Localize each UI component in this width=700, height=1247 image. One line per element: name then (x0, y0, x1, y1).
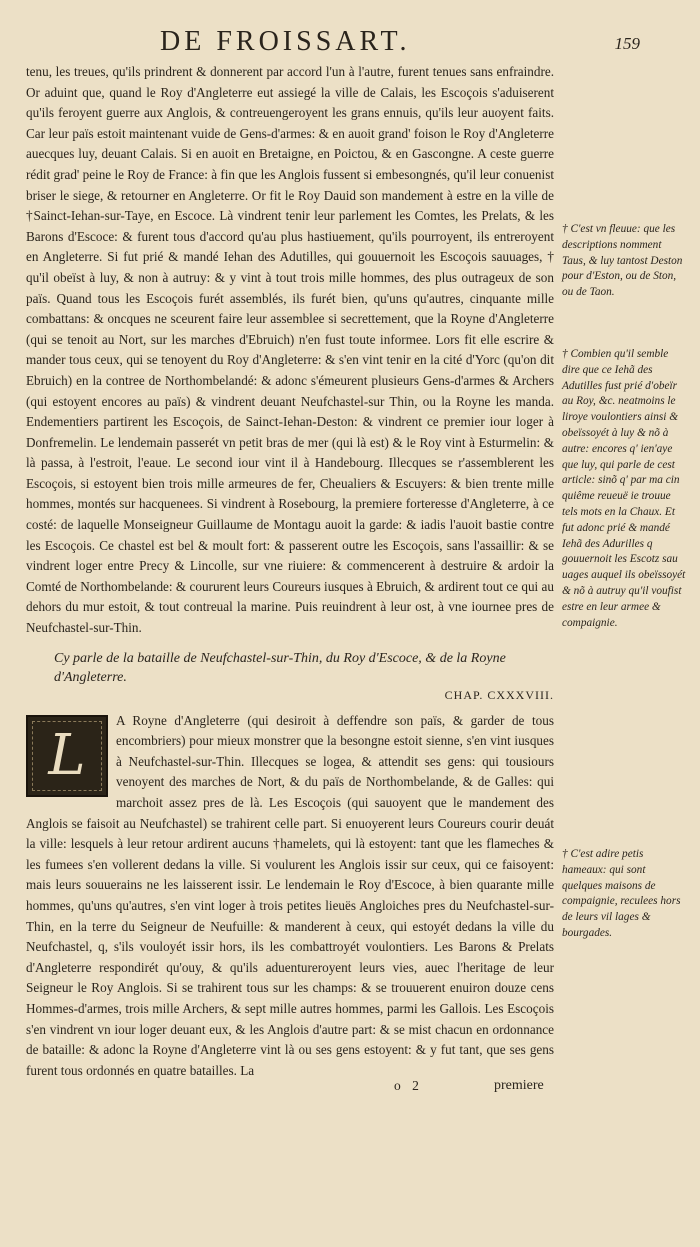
chapter-number: CHAP. CXXXVIII. (444, 687, 554, 702)
catchword: premiere (494, 1078, 544, 1093)
body-paragraph-1: tenu, les treues, qu'ils prindrent & donnerent par accord l'un à l'autre, furent tenues sans enfraindre. Or aduint que, quand le Roy d'Angleterre eut assiegé la ville de Calais, les Escoçois s'aduiserent qu'ils feroyent guerre aux Anglois, & contreuengeroyent les grans ennuis, qu'ils leur auoyent faits. Car leur païs estoit maintenant vuide de Gens-d'armes: & en auoit grand' foison le Roy d'Angleterre auecques luy, deuant Calais. Si en auoit en Bretaigne, en Poictou, & en Gascongne. A ceste guerre rédit grad' peine le Roy de France: à fin que les Anglois fussent si embesongnés, qu'il leur conuenist briser le siege, & retourner en Angleterre. Or fit le Roy Dauid son mandement à estre en la ville de †Sainct-Iehan-sur-Taye, en Escoce. Là vindrent tenir leur parlement les Comtes, les Prelats, & les Barons d'Escoce: & furent tous d'accord qu'au plus hastiuement, qu'ils pourroyent, ils entreroyent en Angleterre. Si fut prié & mandé Iehan des Adutilles, qui gouuernoit les Escoçois sauuages, † qu'il obeïst à luy, & non à autruy: & y vint à tout trois mille hommes, des plus outrageux de son païs. Quand tous les Escoçois furét assemblés, ils furét bien, qu'uns qu'autres, cinquante mille combattans: & oncques ne sceurent faire leur assemblee si secrettement, que la Royne d'Angleterre (qui se tenoit au Nort, sur les marches d'Ebruich) n'en fust toute informee. Lors fit elle escrire & mander tous ceux, qui se tenoyent du Roy d'Angleterre: & s'en vint tenir en la cité d'Yorc (qu'on dit Ebruich) en la contree de Northombelandé: & adonc s'émeurent plusieurs Gens-d'armes & Archers (qui estoyent encores au païs) & vindrent deuant Neufchastel-sur Thin, ou la Royne les manda. Endementiers partirent les Escoçois, de Sainct-Iehan-Deston: & vindrent ce premier iour loger à Donfremelin. Le lendemain passerét vn petit bras de mer (qui là est) & le Roy vint à Esturmelin: & là passa, à l'estroit, l'eaue. Le second iour vint il à Handebourg. Illecques se r'assemblerent les Escoçois, si estoyent bien trois mille armeures de fer, Cheualiers & Escuyers: & bien trente mille hommes, montés sur hacquenees. Si vindrent à Rosebourg, la premiere forteresse d'Angleterre, à ce costé: de laquelle Monseigneur Guillaume de Montagu auoit la garde: & iadis l'auoit bastie contre les Escoçois. Ce chastel est bel & moult fort: & passerent outre les Escoçois, sans l'assaillir: & se vindrent loger entre Precy & Lincolle, sur vne riuiere: & commencerent à destruire & ardoir la Comté de Northombelande: & coururent leurs Coureurs iusques à Ebruich, & ardirent tout ce qui au dehors du mur estoit, & tout contreual la marine. Puis reuindrent à leur ost, à vne iournee pres de Neufchastel-sur-Thin. (26, 64, 554, 636)
chapter-heading (54, 649, 554, 705)
margin-note-3: † C'est adire petis hameaux: qui sont quelques maisons de compaignie, reculees hors de leurs vil lages & bourgades. (562, 848, 681, 939)
running-title: DE FROISSART. (160, 26, 411, 57)
body-paragraph-2: A Royne d'Angleterre (qui desiroit à deffendre son païs, & garder de tous encombriers) pour mieux monstrer que la besongne estoit sienne, s'en vint iusques à Neufchastel-sur-Thin. Illecques se logea, & attendit ses gens: qui tousiours venoyent des marches de Nort, & du païs de Northombelande, & de Galles: qui marchoit assez pres de là. Les Escoçois (qui sauoyent que le mandement des Anglois se faisoit au Neufchastel) se trahirent celle part. Si enuoyerent leurs Coureurs courir deuát la ville: lesquels à leur retour ardirent aucuns †hamelets, qui là estoyent: tant que les flameches & les fumees s'en vollerent dedans la ville. Si voulurent les Anglois issir sur ceux, qui ce faisoyent: mais leurs souuerains ne les laisserent issir. Le lendemain le Roy d'Escoce, à bien quarante mille hommes, qu'uns qu'autres, s'en vint loger à trois petites lieuës Angloiches pres du Neufchastel-sur-Thin, en la terre du Seigneur de Neufuille: & manderent à ceux, qui estoyét dedans la ville du Neufchastel, q, s'ils vouloyét issir hors, ils les combattroyét voulontiers. Les Barons & Prelats d'Angleterre respondirét qu'ouy, & qu'ils aduentureroyent leurs vies, auec l'heritage de leur Seigneur le Roy Anglois. Si se trahirent tous sur les champs: & se trouuerent enuiron douze cens Hommes-d'armes, trois mille Archers, & sept mille autres hommes, parmi les Gallois. Les Escoçois s'en vindrent vn iour loger deuant eux, & les Anglois d'autre part: & se mist chacun en ordonnance de bataille: & adonc la Royne d'Angleterre vint là ou ses gens estoyent: & y fut tant, que ses gens furent tous ordonnés en quatre batailles. La (26, 712, 554, 1078)
page-number: 159 (614, 34, 640, 53)
signature-mark: o 2 (394, 1078, 423, 1093)
main-text-column (26, 62, 554, 1081)
initial-letter: L (48, 722, 86, 788)
margin-note-1: † C'est vn fleuue: que les descriptions nomment Taus, & luy tantost Deston pour d'Eston, ou de Ston, ou de Taon. (562, 223, 683, 299)
decorated-initial (26, 715, 108, 797)
chapter-title: Cy parle de la bataille de Neufchastel-sur-Thin, du Roy d'Escoce, & de la Royne d'Angleterre. (54, 650, 506, 685)
margin-note-2: † Combien qu'il semble dire que ce Iehã des Adutilles fust prié d'obeïr au Roy, &c. neatmoins le liroye voulontiers ainsi & obeïssoyét à luy & nõ à autre: encores q' ien'aye que luy, qui parle de cest article: sinõ q' par ma cin quiême reueuë ie trouue tels mots en la Chaux. Et fut adonc prié & mandé Iehã des Adurilles q gouuernoit les Escotz sau uages auquel ils obeïssoyét & nõ à autruy qu'il voufist estre en leur armee & compaignie. (562, 348, 686, 629)
